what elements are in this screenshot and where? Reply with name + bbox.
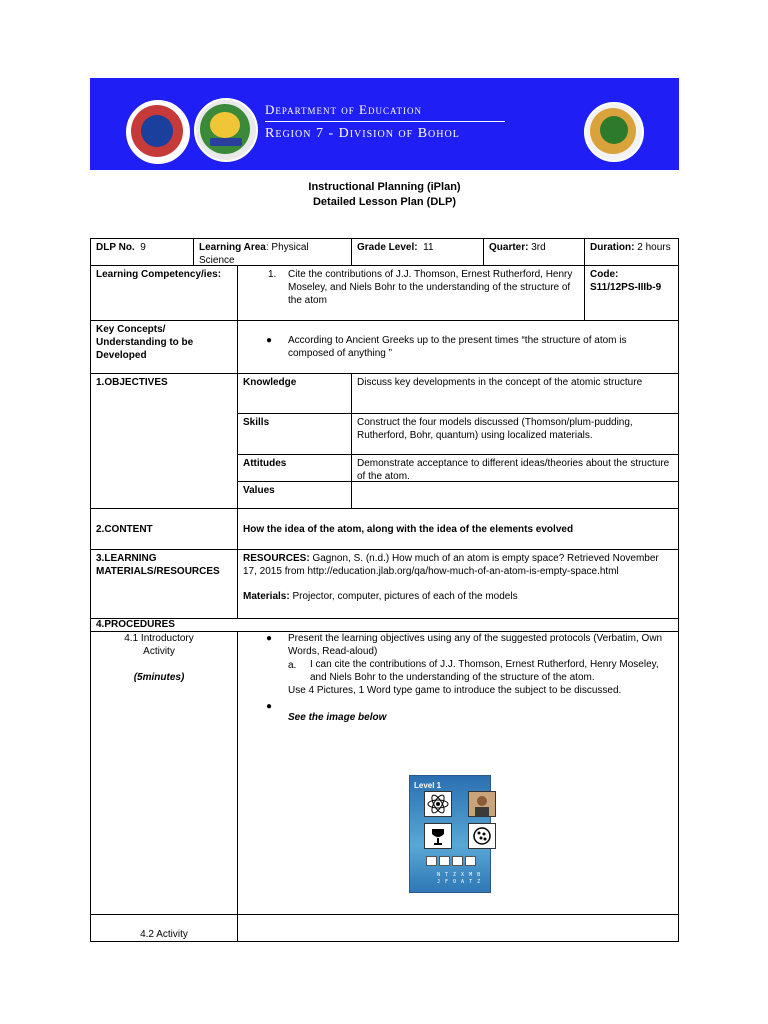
learning-area-cell [193,238,352,266]
competency-number: 1. [268,269,277,280]
answer-slot [439,856,450,866]
activity-content [237,914,679,942]
letter-row-1: N T Z X M B [437,872,482,878]
competency-text: Cite the contributions of J.J. Thomson, Ernest Rutherford, Henry Moseley, and Niels Bohr to the understanding of the structure of the atom [288,269,573,306]
objective-domain-skills: Skills [237,413,352,455]
dlp-label: DLP No. [96,242,135,253]
bullet-icon: ● [266,633,273,644]
dlp-number-cell [90,238,194,266]
sub-item-marker: a. [288,660,297,671]
answer-slot [452,856,463,866]
division-bohol-seal-logo [584,102,644,162]
resources-label: RESOURCES: [243,553,310,564]
game-level-label: Level 1 [414,781,442,790]
competency-cell [237,265,585,321]
objectives-label: 1.OBJECTIVES [90,373,238,509]
quarter-cell [483,238,585,266]
dlp-value: 9 [140,242,146,253]
learning-area-label: Learning Area [199,242,266,253]
activity-label: 4.2 Activity [90,914,238,942]
materials-cell [237,549,679,619]
letter-choices [437,872,487,886]
document-titles [90,180,679,210]
competency-label: Learning Competency/ies: [90,265,238,321]
document-title: Instructional Planning (iPlan) [308,181,461,193]
materials-label: 3.LEARNING MATERIALS/RESOURCES [90,549,238,619]
materials-items-label: Materials: [243,591,290,602]
header-banner [90,78,679,170]
content-text: How the idea of the atom, along with the idea of the elements evolved [237,508,679,550]
trophy-icon [424,823,452,849]
procedures-label: 4.PROCEDURES [90,618,679,632]
answer-slot [426,856,437,866]
letter-row-2: J F O A T Z [437,879,482,885]
code-label: Code: [590,269,619,280]
intro-bullet-1: Present the learning objectives using any of the suggested protocols (Verbatim, Own Words, Read-aloud) [288,633,663,657]
grade-level-label: Grade Level: [357,242,418,253]
grade-level-value: 11 [423,242,434,253]
code-cell [584,265,679,321]
department-title [265,102,505,142]
key-concepts-text: According to Ancient Greeks up to the present times “the structure of atom is composed of anything ” [288,335,627,359]
materials-line [243,590,673,603]
answer-slot [465,856,476,866]
objective-text-values [351,481,679,509]
objective-domain-values: Values [237,481,352,509]
intro-activity-cell [90,631,238,915]
deped-seal-logo [126,100,190,164]
key-concepts-label: Key Concepts/ Understanding to be Developed [90,320,238,374]
bullet-icon: ● [266,701,273,712]
region-vii-seal-logo [194,98,258,162]
duration-cell [584,238,679,266]
objective-text-knowledge: Discuss key developments in the concept of the atomic structure [351,373,679,414]
bullet-icon: ● [266,335,273,346]
plum-pudding-icon [468,823,496,849]
department-name: Department of Education [265,102,505,122]
code-value: S11/12PS-IIIb-9 [590,282,662,293]
objective-text-skills: Construct the four models discussed (Thomson/plum-pudding, Rutherford, Bohr, quantum) using localized materials. [351,413,679,455]
grade-level-cell [351,238,484,266]
division-name: Region 7 - Division of Bohol [265,126,460,141]
duration-value: 2 hours [637,242,671,253]
learning-area-value: : Physical Science [199,242,309,266]
objective-domain-knowledge: Knowledge [237,373,352,414]
intro-activity-time: (5minutes) [133,672,185,683]
duration-label: Duration: [590,242,635,253]
materials-items-text: Projector, computer, pictures of each of the models [289,591,518,602]
atom-icon [424,791,452,817]
resources-text: Gagnon, S. (n.d.) How much of an atom is empty space? Retrieved November 17, 2015 from http://education.jlab.org/qa/how-much-of-an-atom-is-empty-space.html [243,553,659,577]
intro-activity-title: 4.1 Introductory Activity [124,633,194,657]
intro-sub-item-a: I can cite the contributions of J.J. Thomson, Ernest Rutherford, Henry Moseley, and Niels Bohr to the understanding of the structure of the atom. [310,659,659,683]
content-label: 2.CONTENT [90,508,238,550]
intro-bullet-2: Use 4 Pictures, 1 Word type game to introduce the subject to be discussed. [288,685,622,696]
scientist-photo [468,791,496,817]
quarter-value: 3rd [531,242,546,253]
resources-line [243,552,673,578]
four-pics-one-word-image [409,775,491,893]
objective-text-attitudes: Demonstrate acceptance to different ideas/theories about the structure of the atom. [351,454,679,482]
see-image-note: See the image below [288,712,387,723]
objective-domain-attitudes: Attitudes [237,454,352,482]
key-concepts-cell [237,320,679,374]
document-subtitle: Detailed Lesson Plan (DLP) [312,196,457,208]
quarter-label: Quarter: [489,242,529,253]
